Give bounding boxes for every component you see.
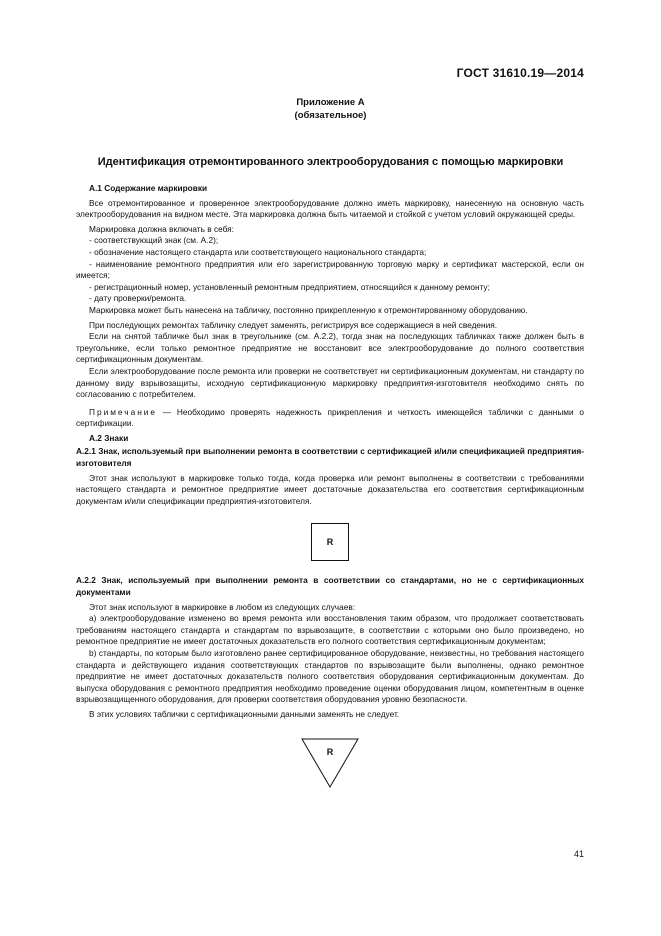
section-a22-heading: А.2.2 Знак, используемый при выполнении ремонта в соответствии со стандартами, но не с сертификационных документами xyxy=(76,575,584,598)
note-text: — Необходимо проверять надежность прикрепления и четкость имеющейся таблички с данными о сертификации. xyxy=(76,406,584,429)
paragraph: Маркировка должна включать в себя: xyxy=(89,223,234,234)
page-title: Идентификация отремонтированного электрооборудования с помощью маркировки xyxy=(97,156,564,168)
document-standard-number: ГОСТ 31610.19—2014 xyxy=(456,66,584,80)
list-item: - обозначение настоящего стандарта или соответствующего национального стандарта; xyxy=(89,246,427,257)
note-label: Примечание xyxy=(89,406,158,417)
repair-sign-triangle xyxy=(300,737,360,789)
repair-sign-square xyxy=(311,523,349,561)
note xyxy=(76,407,584,430)
paragraph: Этот знак используют в маркировке только тогда, когда проверка или ремонт выполнены в соответствии с требованиями настоящего стандарта и ремонтное предприятие имеет достаточные доказательства его соответствия сертификационным документам и/или спецификации предприятия-изготовителя. xyxy=(76,472,584,506)
triangle-icon xyxy=(300,737,360,789)
annex-heading xyxy=(0,96,661,122)
section-a2-heading: А.2 Знаки xyxy=(89,432,129,443)
document-body xyxy=(76,183,584,789)
section-a1-heading: А.1 Содержание маркировки xyxy=(89,183,208,193)
list-item: - регистрационный номер, установленный ремонтным предприятием, относящийся к данному ремонту; xyxy=(89,281,490,292)
paragraph: Если электрооборудование после ремонта или проверки не соответствует ни сертификационным документам, ни стандарту по данному виду взрывозащиты, исходную сертификационную маркировку предприятия-изготовителя необходимо снять по согласованию с потребителем. xyxy=(76,365,584,400)
annex-status: (обязательное) xyxy=(294,110,367,121)
list-item: - дату проверки/ремонта. xyxy=(89,293,187,304)
paragraph: В этих условиях таблички с сертификационными данными заменять не следует. xyxy=(89,708,400,719)
sign-letter: R xyxy=(326,746,334,757)
list-item: b) стандарты, по которым было изготовлено ранее сертифицированное оборудование, неизвестны, но требования настоящего стандарта и действующего издания соответствующих стандартов по взрывозащите были выполнены, однако ремонтное предприятие не имеет достаточных доказательств полного соответствия оборудования сертификационным документам. До выпуска оборудования с ремонтного предприятия необходимо проведение оценки оборудования лицом, компетентным в оценке взрывозащищенного оборудования, для проверки соответствия оборудования уровню безопасности. xyxy=(76,648,584,705)
section-a21-heading: А.2.1 Знак, используемый при выполнении ремонта в соответствии с сертификацией и/или спецификацией предприятия-изготовителя xyxy=(76,446,584,469)
paragraph: Маркировка может быть нанесена на табличку, постоянно прикрепленную к отремонтированному оборудованию. xyxy=(89,304,528,315)
list-item: - соответствующий знак (см. А.2); xyxy=(89,235,219,246)
page-number: 41 xyxy=(573,849,584,859)
paragraph: Все отремонтированное и проверенное электрооборудование должно иметь маркировку, нанесенную на основную часть электрооборудования на видном месте. Эта маркировка должна быть читаемой и стойкой с учетом условий окружающей среды. xyxy=(76,197,584,220)
paragraph: При последующих ремонтах табличку следует заменять, регистрируя все содержащиеся в ней сведения. xyxy=(89,319,498,330)
paragraph: Этот знак используют в маркировке в любом из следующих случаев: xyxy=(89,601,356,612)
list-item: - наименование ремонтного предприятия или его зарегистрированную торговую марку и сертификат мастерской, если он имеется; xyxy=(76,258,584,281)
paragraph: Если на снятой табличке был знак в треугольнике (см. А.2.2), тогда знак на последующих табличках также должен быть в треугольнике, если только ремонтное предприятие не восстановит все электрооборудование до полного соответствия сертификационным документам. xyxy=(76,331,584,365)
list-item: а) электрооборудование изменено во время ремонта или восстановления таким образом, что продолжает соответствовать требованиям настоящего стандарта и стандартам по взрывозащите, в соответствии с которыми оно было произведено, но ремонтное предприятие не имеет достаточных доказательств его полного соответствия сертификационным документам; xyxy=(76,613,584,647)
sign-letter: R xyxy=(326,536,334,547)
annex-title: Приложение А xyxy=(296,97,365,108)
